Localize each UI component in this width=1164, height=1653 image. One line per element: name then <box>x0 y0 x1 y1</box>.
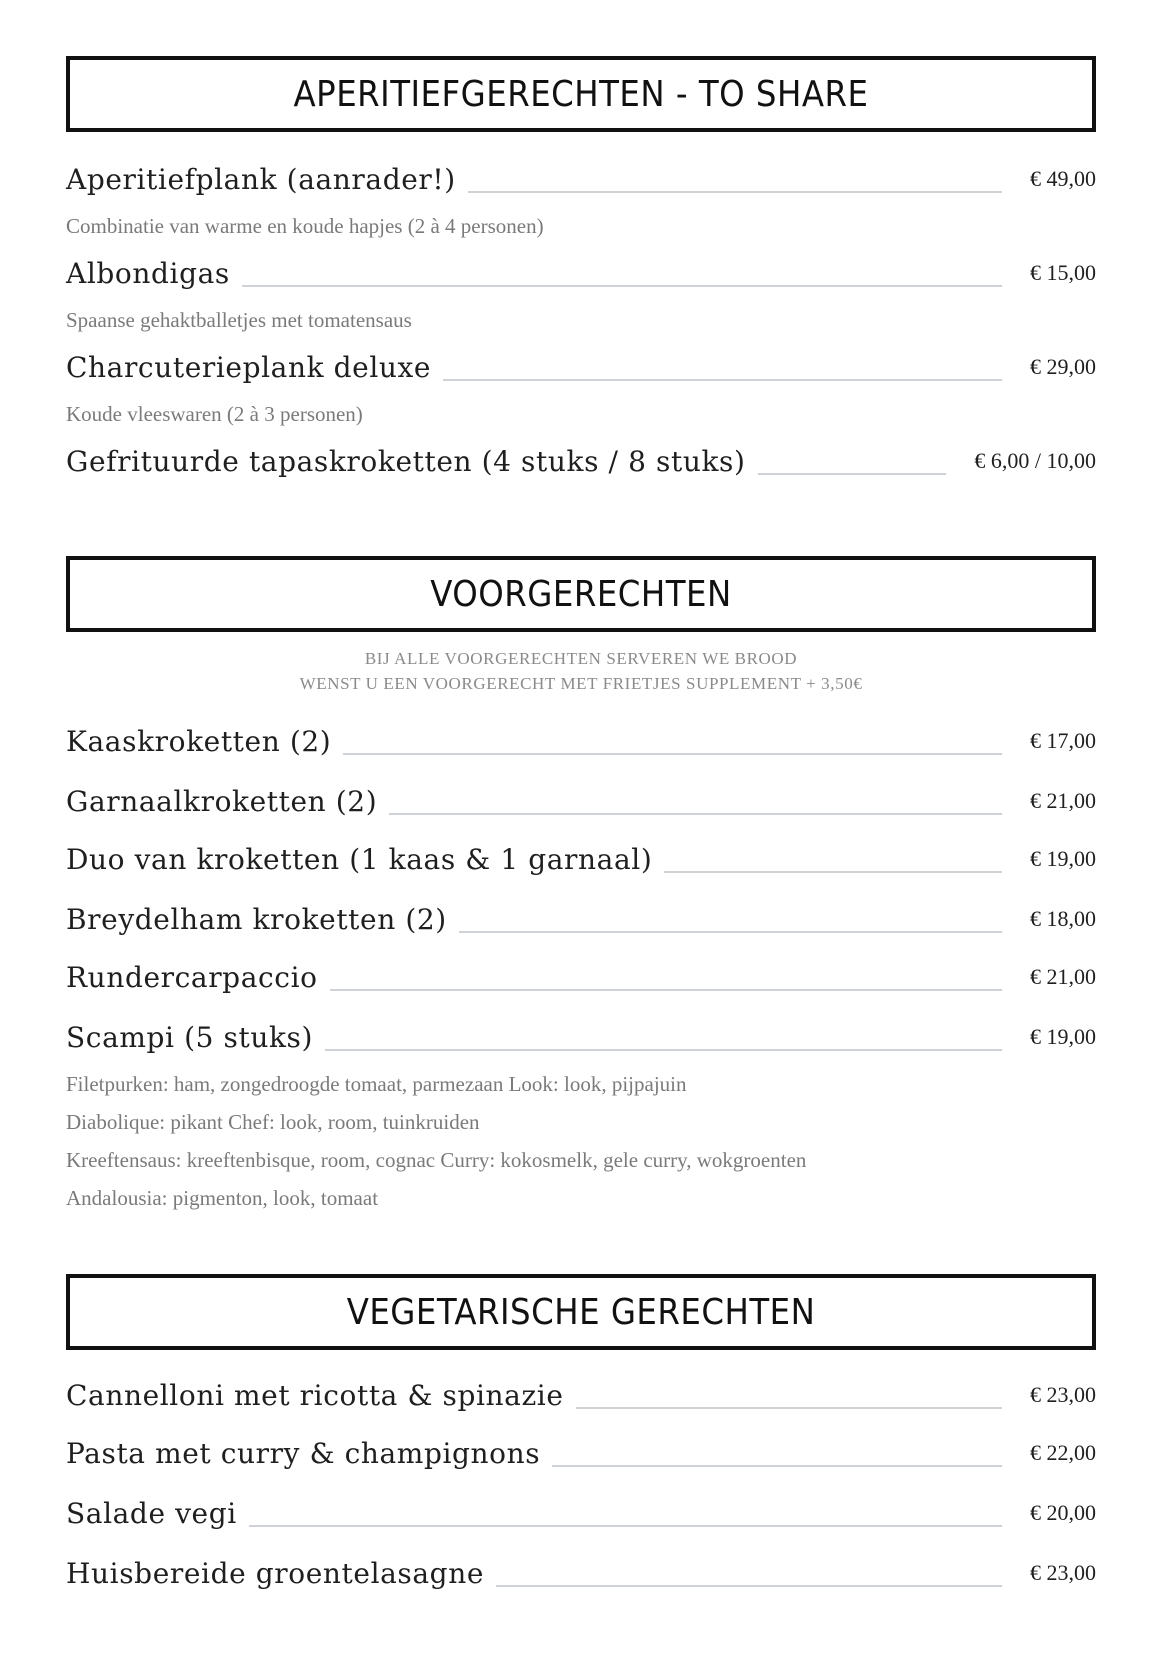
menu-item <box>66 900 1096 940</box>
section-note: BIJ ALLE VOORGERECHTEN SERVEREN WE BROOD <box>364 649 798 668</box>
item-price: € 22,00 <box>1030 1440 1096 1465</box>
leader-line <box>468 191 1002 193</box>
leader-line <box>343 753 1002 755</box>
section-title-voorgerechten: VOORGERECHTEN <box>66 556 1096 632</box>
item-name: Aperitiefplank (aanrader!) <box>66 163 456 196</box>
menu-item <box>66 1018 1096 1058</box>
leader-line <box>242 285 1002 287</box>
leader-line <box>389 813 1002 815</box>
item-price: € 6,00 / 10,00 <box>974 448 1096 473</box>
leader-line <box>325 1049 1002 1051</box>
menu-item <box>66 1494 1096 1534</box>
item-price: € 29,00 <box>1030 354 1096 379</box>
menu-item <box>66 722 1096 762</box>
item-price: € 20,00 <box>1030 1500 1096 1525</box>
item-name: Kaaskroketten (2) <box>66 725 332 758</box>
leader-line <box>443 379 1002 381</box>
menu-item <box>66 1376 1096 1416</box>
item-name: Rundercarpaccio <box>66 961 318 994</box>
item-name: Albondigas <box>66 257 230 290</box>
scampi-option: Kreeftensaus: kreeftenbisque, room, cognac Curry: kokosmelk, gele curry, wokgroenten <box>66 1148 807 1172</box>
item-price: € 19,00 <box>1030 846 1096 871</box>
item-name: Scampi (5 stuks) <box>66 1021 314 1054</box>
item-name: Salade vegi <box>66 1497 237 1530</box>
item-description: Koude vleeswaren (2 à 3 personen) <box>66 402 363 426</box>
item-price: € 21,00 <box>1030 788 1096 813</box>
item-name: Cannelloni met ricotta & spinazie <box>66 1379 564 1412</box>
item-price: € 19,00 <box>1030 1024 1096 1049</box>
item-price: € 15,00 <box>1030 260 1096 285</box>
menu-item <box>66 254 1096 294</box>
item-price: € 17,00 <box>1030 728 1096 753</box>
item-name: Garnaalkroketten (2) <box>66 785 378 818</box>
leader-line <box>758 473 946 475</box>
item-description: Combinatie van warme en koude hapjes (2 à 4 personen) <box>66 214 544 238</box>
menu-item <box>66 1434 1096 1474</box>
menu-item <box>66 840 1096 880</box>
section-title-vegetarisch: VEGETARISCHE GERECHTEN <box>66 1274 1096 1350</box>
item-name: Duo van kroketten (1 kaas & 1 garnaal) <box>66 843 653 876</box>
item-price: € 23,00 <box>1030 1560 1096 1585</box>
leader-line <box>664 871 1002 873</box>
menu-item <box>66 958 1096 998</box>
item-price: € 23,00 <box>1030 1382 1096 1407</box>
menu-item <box>66 348 1096 388</box>
item-name: Charcuterieplank deluxe <box>66 351 432 384</box>
item-name: Huisbereide groentelasagne <box>66 1557 485 1590</box>
menu-item <box>66 1554 1096 1594</box>
section-title-aperitief: APERITIEFGERECHTEN - TO SHARE <box>66 56 1096 132</box>
item-name: Breydelham kroketten (2) <box>66 903 447 936</box>
scampi-option: Andalousia: pigmenton, look, tomaat <box>66 1186 379 1210</box>
leader-line <box>552 1465 1002 1467</box>
leader-line <box>249 1525 1002 1527</box>
section-note: WENST U EEN VOORGERECHT MET FRIETJES SUPPLEMENT + 3,50€ <box>299 674 863 693</box>
leader-line <box>496 1585 1002 1587</box>
leader-line <box>576 1407 1002 1409</box>
item-price: € 21,00 <box>1030 964 1096 989</box>
scampi-option: Diabolique: pikant Chef: look, room, tuinkruiden <box>66 1110 480 1134</box>
leader-line <box>459 931 1002 933</box>
item-price: € 49,00 <box>1030 166 1096 191</box>
leader-line <box>330 989 1002 991</box>
menu-item <box>66 160 1096 200</box>
item-name: Gefrituurde tapaskroketten (4 stuks / 8 stuks) <box>66 445 746 478</box>
menu-item <box>66 782 1096 822</box>
item-price: € 18,00 <box>1030 906 1096 931</box>
menu-item <box>66 442 1096 482</box>
item-name: Pasta met curry & champignons <box>66 1437 541 1470</box>
item-description: Spaanse gehaktballetjes met tomatensaus <box>66 308 412 332</box>
scampi-option: Filetpurken: ham, zongedroogde tomaat, parmezaan Look: look, pijpajuin <box>66 1072 687 1096</box>
